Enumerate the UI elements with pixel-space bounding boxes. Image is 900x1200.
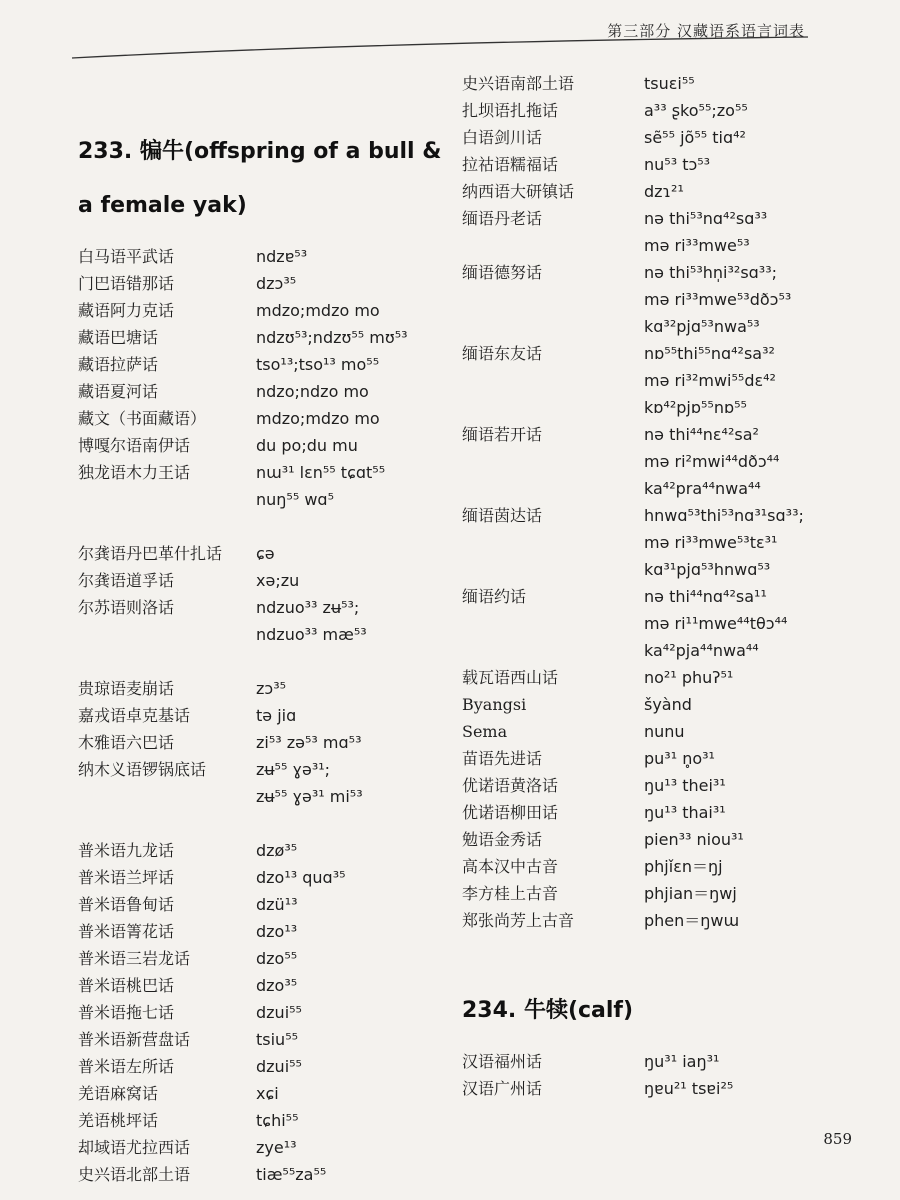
entry-row: [462, 853, 862, 880]
section-title-233: 233. 犏牛(offspring of a bull & a female yak): [78, 139, 442, 218]
form-list: [256, 999, 448, 1026]
entry-row: [78, 1080, 448, 1107]
entry-row: [462, 1075, 862, 1102]
form-list: [256, 324, 448, 351]
left-column: [78, 70, 448, 1188]
form-list: [256, 864, 448, 891]
word-form: šyànd: [644, 695, 692, 714]
dialect-name: 贵琼语麦崩话: [78, 679, 175, 698]
word-form: nunu: [644, 722, 685, 741]
entry-row: [78, 1053, 448, 1080]
entry-row: [78, 351, 448, 378]
dialect-name: 普米语鲁甸话: [78, 895, 175, 914]
word-form: mə ri³³mwe⁵³: [644, 236, 750, 255]
form-list: [256, 270, 448, 297]
dialect-name: 缅语约话: [462, 587, 527, 606]
entry-row: [78, 378, 448, 405]
right-column: [462, 70, 862, 1102]
entry-row: [78, 891, 448, 918]
entry-row: [462, 799, 862, 826]
dialect-name: 普米语新营盘话: [78, 1030, 191, 1049]
dialect-name: 缅语茵达话: [462, 506, 543, 525]
form-list: [644, 583, 862, 664]
dialect-name: 独龙语木力王话: [78, 463, 191, 482]
dialect-name: 优诺语柳田话: [462, 803, 559, 822]
form-list: [644, 664, 862, 691]
entry-row: [462, 718, 862, 745]
dialect-name: 优诺语黄洛话: [462, 776, 559, 795]
entry-row: [462, 151, 862, 178]
dialect-name: 扎坝语扎拖话: [462, 101, 559, 120]
entry-row: [78, 1134, 448, 1161]
entry-row: [462, 745, 862, 772]
dialect-name: 普米语左所话: [78, 1057, 175, 1076]
form-list: [644, 691, 862, 718]
form-list: [644, 799, 862, 826]
word-form: mə ri³³mwe⁵³dðɔ⁵³: [644, 290, 792, 309]
dialect-name: 普米语箐花话: [78, 922, 175, 941]
form-list: [644, 70, 862, 97]
word-form: dzø³⁵: [256, 841, 298, 860]
entry-row: [78, 540, 448, 567]
form-list: [256, 378, 448, 405]
dialect-name: 高本汉中古音: [462, 857, 559, 876]
form-list: [644, 772, 862, 799]
form-list: [644, 178, 862, 205]
dialect-name: 汉语广州话: [462, 1079, 543, 1098]
word-form: ŋu¹³ thai³¹: [644, 803, 726, 822]
dialect-name: 藏语拉萨话: [78, 355, 159, 374]
word-form: ndzʊ⁵³;ndzʊ⁵⁵ mʊ⁵³: [256, 328, 408, 347]
word-form: tsuɛi⁵⁵: [644, 74, 695, 93]
dialect-name: 普米语三岩龙话: [78, 949, 191, 968]
dialect-name: 羌语桃坪话: [78, 1111, 159, 1130]
dialect-name: 汉语福州话: [462, 1052, 543, 1071]
entry-row: [78, 702, 448, 729]
word-form: nə thi⁴⁴nɛ⁴²sa²: [644, 425, 759, 444]
dialect-name: 门巴语错那话: [78, 274, 175, 293]
word-form: dzo³⁵: [256, 976, 298, 995]
dialect-name: 白马语平武话: [78, 247, 175, 266]
entry-row: [78, 918, 448, 945]
form-list: [256, 594, 448, 648]
form-list: [256, 432, 448, 459]
entry-row: [462, 880, 862, 907]
form-list: [644, 205, 862, 259]
running-header: 第三部分 汉藏语系语言词表: [607, 22, 805, 40]
word-form: zʉ⁵⁵ ɣə³¹ mi⁵³: [256, 787, 363, 806]
word-form: ndzuo³³ zʉ⁵³;: [256, 598, 360, 617]
form-list: [256, 1080, 448, 1107]
word-form: dzü¹³: [256, 895, 298, 914]
form-list: [644, 745, 862, 772]
dialect-name: 藏语巴塘话: [78, 328, 159, 347]
dialect-name: 木雅语六巴话: [78, 733, 175, 752]
word-form: no²¹ phuʔ⁵¹: [644, 668, 734, 687]
dialect-name: 李方桂上古音: [462, 884, 559, 903]
word-form: mə ri²mwi⁴⁴dðɔ⁴⁴: [644, 452, 780, 471]
dialect-name: 藏语阿力克话: [78, 301, 175, 320]
dialect-name: 羌语麻窝话: [78, 1084, 159, 1103]
form-list: [256, 918, 448, 945]
entry-gap: [78, 513, 448, 540]
entry-row: [462, 421, 862, 502]
dialect-name: 缅语德努话: [462, 263, 543, 282]
entry-row: [78, 243, 448, 270]
word-form: sẽ⁵⁵ jõ⁵⁵ tiɑ⁴²: [644, 128, 746, 147]
form-list: [256, 243, 448, 270]
entry-row: [462, 502, 862, 583]
form-list: [256, 972, 448, 999]
dialect-name: Byangsi: [462, 695, 527, 714]
form-list: [644, 880, 862, 907]
entry-list: [78, 243, 448, 1188]
form-list: [256, 1134, 448, 1161]
dialect-name: 史兴语南部土语: [462, 74, 575, 93]
dialect-name: 纳西语大研镇话: [462, 182, 575, 201]
form-list: [256, 891, 448, 918]
word-form: zɔ³⁵: [256, 679, 287, 698]
word-form: dzo⁵⁵: [256, 949, 298, 968]
form-list: [644, 151, 862, 178]
entry-row: [78, 567, 448, 594]
form-list: [644, 718, 862, 745]
word-form: nə thi⁵³hn̩i³²sɑ³³;: [644, 263, 778, 282]
entry-row: [78, 594, 448, 648]
word-form: ndzuo³³ mæ⁵³: [256, 625, 367, 644]
word-form: phjǐɛn＝ŋj: [644, 857, 723, 876]
word-form: kɑ³²pjɑ⁵³nwa⁵³: [644, 317, 760, 336]
form-list: [256, 540, 448, 567]
form-list: [644, 1048, 862, 1075]
word-form: phen＝ŋwɯ: [644, 911, 740, 930]
dialect-name: 普米语拖七话: [78, 1003, 175, 1022]
word-form: ka⁴²pra⁴⁴nwa⁴⁴: [644, 479, 761, 498]
form-list: [256, 702, 448, 729]
form-list: [256, 405, 448, 432]
entry-list: [462, 70, 862, 934]
word-form: hnwɑ⁵³thi⁵³nɑ³¹sɑ³³;: [644, 506, 804, 525]
entry-row: [462, 259, 862, 340]
entry-row: [78, 270, 448, 297]
entry-list: [462, 1048, 862, 1102]
entry-row: [78, 1161, 448, 1188]
entry-row: [462, 97, 862, 124]
word-form: dzo¹³: [256, 922, 298, 941]
word-form: ndzo;ndzo mo: [256, 382, 369, 401]
word-form: pien³³ niou³¹: [644, 830, 744, 849]
entry-row: [462, 70, 862, 97]
word-form: zʉ⁵⁵ ɣə³¹;: [256, 760, 331, 779]
entry-row: [462, 826, 862, 853]
form-list: [644, 259, 862, 340]
dialect-name: 嘉戎语卓克基话: [78, 706, 191, 725]
entry-row: [462, 205, 862, 259]
form-list: [256, 756, 448, 810]
word-form: ŋɐu²¹ tsɐi²⁵: [644, 1079, 734, 1098]
word-form: pu³¹ n̥o³¹: [644, 749, 715, 768]
entry-row: [78, 405, 448, 432]
form-list: [644, 907, 862, 934]
entry-row: [78, 324, 448, 351]
word-form: tsiu⁵⁵: [256, 1030, 299, 1049]
form-list: [644, 826, 862, 853]
dialect-name: 缅语东友话: [462, 344, 543, 363]
entry-row: [462, 124, 862, 151]
word-form: nuŋ⁵⁵ wɑ⁵: [256, 490, 334, 509]
dialect-name: 纳木义语锣锅底话: [78, 760, 207, 779]
word-form: nɒ⁵⁵thi⁵⁵nɑ⁴²sa³²: [644, 344, 775, 363]
entry-row: [78, 945, 448, 972]
entry-gap: [78, 648, 448, 675]
entry-row: [462, 772, 862, 799]
section-title-234: 234. 牛犊(calf): [462, 998, 634, 1023]
word-form: nu⁵³ tɔ⁵³: [644, 155, 711, 174]
dialect-name: 白语剑川话: [462, 128, 543, 147]
entry-row: [78, 1107, 448, 1134]
word-form: ŋu³¹ iaŋ³¹: [644, 1052, 720, 1071]
entry-row: [462, 340, 862, 421]
dialect-name: 却域语尤拉西话: [78, 1138, 191, 1157]
dialect-name: 藏语夏河话: [78, 382, 159, 401]
entry-row: [462, 583, 862, 664]
word-form: tiæ⁵⁵za⁵⁵: [256, 1165, 327, 1184]
dialect-name: 郑张尚芳上古音: [462, 911, 575, 930]
word-form: du po;du mu: [256, 436, 358, 455]
form-list: [256, 1053, 448, 1080]
form-list: [256, 1026, 448, 1053]
entry-row: [462, 664, 862, 691]
form-list: [644, 853, 862, 880]
entry-row: [462, 178, 862, 205]
dialect-name: 尔龚语丹巴革什扎话: [78, 544, 223, 563]
dialect-name: 缅语若开话: [462, 425, 543, 444]
word-form: mdzo;mdzo mo: [256, 301, 380, 320]
dialect-name: 苗语先进话: [462, 749, 543, 768]
word-form: dzo¹³ quɑ³⁵: [256, 868, 346, 887]
entry-row: [78, 432, 448, 459]
form-list: [644, 421, 862, 502]
word-form: a³³ ʂko⁵⁵;zo⁵⁵: [644, 101, 748, 120]
word-form: ɕə: [256, 544, 275, 563]
form-list: [256, 1107, 448, 1134]
form-list: [256, 729, 448, 756]
word-form: nə thi⁵³nɑ⁴²sɑ³³: [644, 209, 768, 228]
word-form: zye¹³: [256, 1138, 297, 1157]
entry-gap: [78, 810, 448, 837]
word-form: dzɿ²¹: [644, 182, 684, 201]
form-list: [256, 351, 448, 378]
word-form: nɯ³¹ lɛn⁵⁵ tɕɑt⁵⁵: [256, 463, 386, 482]
form-list: [256, 675, 448, 702]
dialect-name: 缅语丹老话: [462, 209, 543, 228]
entry-row: [78, 297, 448, 324]
entry-row: [78, 729, 448, 756]
word-form: ndzɐ⁵³: [256, 247, 308, 266]
word-form: tə jiɑ: [256, 706, 297, 725]
entry-row: [462, 907, 862, 934]
form-list: [256, 567, 448, 594]
form-list: [256, 1161, 448, 1188]
entry-row: [78, 1026, 448, 1053]
entry-row: [78, 756, 448, 810]
entry-row: [78, 999, 448, 1026]
word-form: dzui⁵⁵: [256, 1003, 302, 1022]
form-list: [644, 502, 862, 583]
word-form: tso¹³;tso¹³ mo⁵⁵: [256, 355, 380, 374]
form-list: [256, 459, 448, 513]
word-form: xə;zu: [256, 571, 300, 590]
word-form: ŋu¹³ thei³¹: [644, 776, 726, 795]
dialect-name: 普米语兰坪话: [78, 868, 175, 887]
word-form: zi⁵³ zə⁵³ mɑ⁵³: [256, 733, 362, 752]
word-form: kɑ³¹pjɑ⁵³hnwɑ⁵³: [644, 560, 771, 579]
form-list: [644, 340, 862, 421]
word-form: kɒ⁴²pjɒ⁵⁵nɒ⁵⁵: [644, 398, 747, 417]
entry-row: [462, 1048, 862, 1075]
word-form: nə thi⁴⁴nɑ⁴²sa¹¹: [644, 587, 767, 606]
entry-row: [78, 675, 448, 702]
form-list: [256, 297, 448, 324]
word-form: dzɔ³⁵: [256, 274, 297, 293]
word-form: xɕi: [256, 1084, 279, 1103]
form-list: [644, 97, 862, 124]
dialect-name: 普米语九龙话: [78, 841, 175, 860]
form-list: [644, 1075, 862, 1102]
form-list: [256, 837, 448, 864]
dialect-name: 勉语金秀话: [462, 830, 543, 849]
dialect-name: 拉祜语糯福话: [462, 155, 559, 174]
word-form: mə ri³³mwe⁵³tɛ³¹: [644, 533, 778, 552]
word-form: phjian＝ŋwj: [644, 884, 737, 903]
dialect-name: 博嘎尔语南伊话: [78, 436, 191, 455]
entry-row: [78, 972, 448, 999]
entry-row: [78, 459, 448, 513]
word-form: mə ri³²mwi⁵⁵dɛ⁴²: [644, 371, 776, 390]
word-form: ka⁴²pja⁴⁴nwa⁴⁴: [644, 641, 759, 660]
dialect-name: 普米语桃巴话: [78, 976, 175, 995]
dialect-name: 尔苏语则洛话: [78, 598, 175, 617]
dialect-name: Sema: [462, 722, 508, 741]
form-list: [644, 124, 862, 151]
entry-row: [78, 864, 448, 891]
word-form: dzui⁵⁵: [256, 1057, 302, 1076]
dialect-name: 尔龚语道孚话: [78, 571, 175, 590]
word-form: tɕhi⁵⁵: [256, 1111, 299, 1130]
dialect-name: 藏文（书面藏语）: [78, 409, 207, 428]
dialect-name: 史兴语北部土语: [78, 1165, 191, 1184]
entry-row: [462, 691, 862, 718]
word-form: mə ri¹¹mwe⁴⁴tθɔ⁴⁴: [644, 614, 788, 633]
page-number: 859: [823, 1130, 852, 1148]
word-form: mdzo;mdzo mo: [256, 409, 380, 428]
dialect-name: 载瓦语西山话: [462, 668, 559, 687]
entry-row: [78, 837, 448, 864]
form-list: [256, 945, 448, 972]
